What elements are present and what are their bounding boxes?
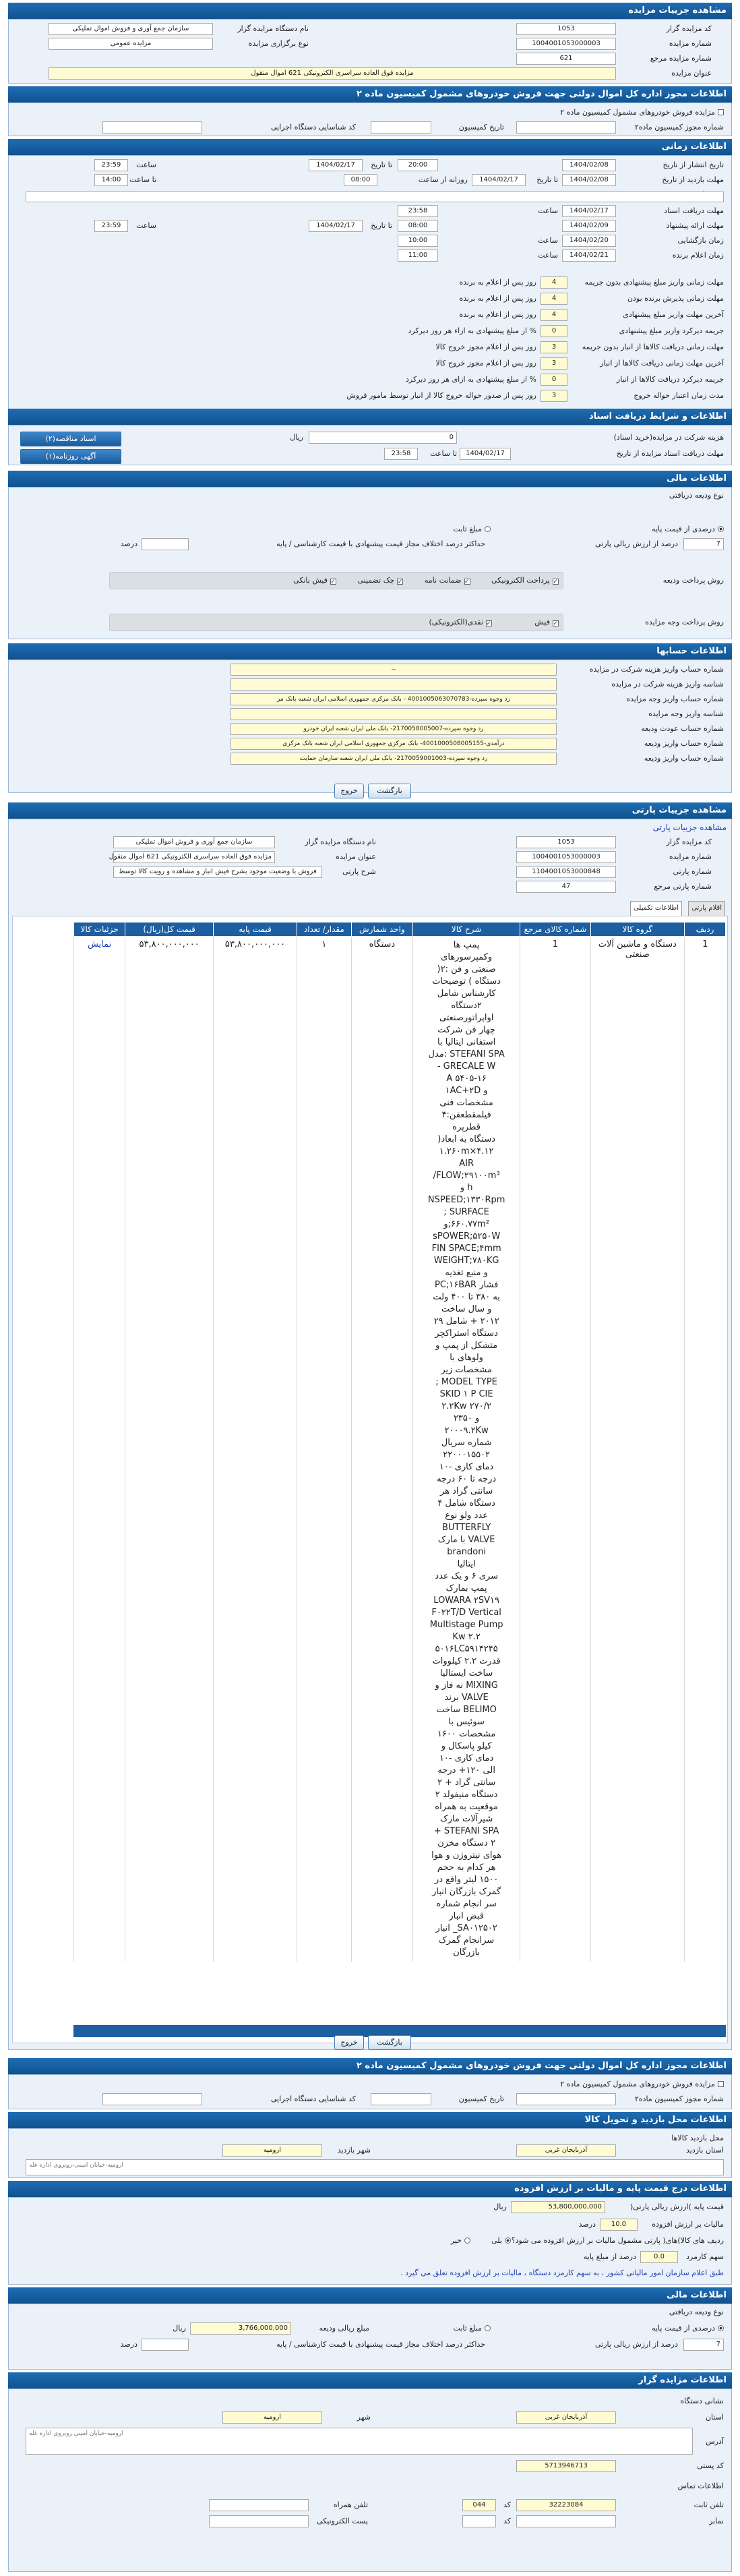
- checkbox-icon[interactable]: [330, 579, 336, 585]
- payment-method-options: [109, 614, 563, 631]
- label-max-difference-percent: درصد: [120, 539, 137, 548]
- label-executive-id: کد شناسایی دستگاه اجرایی: [270, 123, 356, 131]
- label-publish-time: ساعت: [136, 160, 156, 169]
- button-back[interactable]: بازگشت: [368, 784, 411, 798]
- deadline-unit: روز پس از اعلام به برنده: [459, 310, 536, 319]
- field-party-auction-number: 1004001053000003: [516, 851, 616, 863]
- label-deposit-type: نوع ودیعه دریافتی: [669, 491, 724, 500]
- field-vat: 10.0: [600, 2219, 638, 2231]
- label-offer-to: تا تاریخ: [371, 221, 392, 230]
- label-fee-currency: ریال: [290, 433, 303, 442]
- account-label: شماره حساب واریز هزینه شرکت در مزایده: [589, 665, 724, 674]
- account-label: شناسه واریز هزینه شرکت در مزایده: [611, 680, 724, 689]
- account-value: رد وجوه سپرده-4001005063070783 - بانک مرکزی جمهوری اسلامی ایران شعبه بانک مر: [230, 693, 557, 705]
- label-opening-time: زمان بازگشایی: [677, 236, 724, 245]
- field-publish-to-time: 23:59: [94, 159, 128, 171]
- account-label: شماره حساب عودت ودیعه: [641, 724, 724, 733]
- account-value: [230, 678, 557, 691]
- field-permit-number: [516, 121, 616, 134]
- checkbox-label: مزایده فروش خودروهای مشمول کمیسیون ماده ۲: [560, 2080, 715, 2088]
- label-max-difference-2: حداکثر درصد اختلاف مجاز قیمت پیشنهادی با قیمت کارشناسی / پایه: [276, 2340, 485, 2349]
- field-permit-number-2: [516, 2093, 616, 2105]
- field-commission-share: 0.0: [640, 2251, 678, 2263]
- deadline-unit: % از مبلغ پیشنهادی به ازای هر روز دیرکرد: [406, 375, 536, 384]
- field-party-number: 1104001053000848: [516, 866, 616, 878]
- label-deposit-currency: ریال: [173, 2324, 186, 2333]
- option-bank-slip[interactable]: [293, 576, 336, 585]
- label-commission-date-2: تاریخ کمیسیون: [458, 2095, 504, 2103]
- field-fax: [516, 2515, 616, 2527]
- label-address: آدرس: [706, 2437, 724, 2446]
- label-visit-province: استان بازدید: [686, 2146, 724, 2155]
- option-label: ضمانت نامه: [424, 576, 462, 585]
- account-label: شناسه واریز وجه مزایده: [648, 709, 724, 718]
- account-value: رد وجوه سپرده-2170059001003- بانک ملی ایران شعبه سازمان حمایت: [230, 753, 557, 765]
- option-label: چک تضمینی: [357, 576, 395, 585]
- label-visit-to: تا تاریخ: [536, 175, 558, 184]
- grid-header-cell[interactable]: گروه کالا: [590, 923, 684, 937]
- field-publish-from-time: 20:00: [398, 159, 438, 171]
- field-offer-from-time: 08:00: [398, 220, 438, 232]
- label-party-reference: شماره پارتی مرجع: [654, 882, 712, 891]
- option-guarantee[interactable]: [425, 576, 470, 585]
- deadline-label: جریمه دیرکرد دریافت کالاها از انبار: [616, 375, 724, 384]
- field-phone: 32223084: [516, 2499, 616, 2511]
- label-province: استان: [705, 2413, 724, 2422]
- radio-icon[interactable]: [485, 2325, 491, 2331]
- cell-index: 1: [685, 937, 726, 1962]
- label-contact-info: اطلاعات تماس: [677, 2482, 724, 2490]
- radio-vat-no[interactable]: [451, 2235, 470, 2247]
- items-grid-container: [12, 916, 728, 2043]
- field-party-auctioneer-code: 1053: [516, 836, 616, 848]
- label-party-subject: عنوان مزایده: [336, 852, 376, 861]
- section-title-auctioneer-info: اطلاعات مزایده گزار: [8, 2372, 732, 2389]
- deadline-value: 4: [541, 276, 567, 289]
- field-publish-from-date: 1404/02/08: [562, 159, 616, 171]
- label-auction-type: نوع برگزاری مزایده: [248, 39, 309, 48]
- radio-fixed-amount[interactable]: [454, 523, 491, 535]
- field-offer-to-date: 1404/02/17: [309, 220, 363, 232]
- field-mobile: [209, 2499, 309, 2511]
- label-permit-number-2: شماره مجوز کمیسیون ماده۲: [634, 2095, 724, 2103]
- label-email: پست الکترونیکی: [317, 2517, 368, 2525]
- field-publish-to-date: 1404/02/17: [309, 159, 363, 171]
- field-auctioneer-code: 1053: [516, 23, 616, 35]
- deadline-unit: روز پس از صدور حواله خروج کالا از انبار توسط مامور فروش: [346, 391, 536, 400]
- label-deposit-amount: مبلغ ریالی ودیعه: [319, 2324, 369, 2333]
- radio-percent-of-base[interactable]: [652, 523, 724, 535]
- option-certified-check[interactable]: [357, 576, 403, 585]
- field-winner-date: 1404/02/21: [562, 250, 616, 262]
- field-visit-address: ارومیه-خیابان امینی-روبروی اداره غله: [26, 2159, 724, 2175]
- label-doc-until: تا ساعت: [430, 449, 457, 458]
- field-auction-type: مزایده عمومی: [49, 38, 213, 50]
- option-slip[interactable]: [534, 618, 559, 626]
- checkbox-icon[interactable]: [397, 579, 403, 585]
- radio-vat-yes[interactable]: [491, 2235, 511, 2247]
- section-title-timing: اطلاعات زمانی: [8, 139, 732, 155]
- label-commission-date: تاریخ کمیسیون: [458, 123, 504, 131]
- label-opening-hour: ساعت: [538, 236, 558, 245]
- label-winner-hour: ساعت: [538, 251, 558, 260]
- field-visit-province: آذربایجان غربی: [516, 2144, 616, 2157]
- account-value: درآمدی-4001000508005155- بانک مرکزی جمهوری اسلامی ایران شعبه بانک مرکزی: [230, 738, 557, 750]
- radio-label: درصدی از قیمت پایه: [652, 525, 715, 533]
- items-table: [73, 922, 726, 1962]
- deadline-unit: روز پس از اعلام به برنده: [459, 294, 536, 303]
- section-title-visit-location: اطلاعات محل بازدید و تحویل کالا: [8, 2112, 732, 2128]
- field-visit-from-time: 08:00: [344, 174, 377, 186]
- checkbox-icon[interactable]: [718, 109, 724, 115]
- field-opening-date: 1404/02/20: [562, 235, 616, 247]
- checkbox-icon[interactable]: [486, 620, 492, 626]
- field-party-reference: 47: [516, 881, 616, 893]
- radio-icon[interactable]: [718, 2325, 724, 2331]
- radio-label: خیر: [450, 2236, 462, 2245]
- field-postal-code: 5713946713: [516, 2460, 616, 2472]
- field-visit-city: ارومیه: [222, 2144, 322, 2157]
- field-deposit-percent: 7: [683, 538, 724, 550]
- grid-header-cell[interactable]: جزئیات کالا: [74, 923, 125, 937]
- field-commission-date-2: [371, 2093, 431, 2105]
- label-party-description: شرح پارتی: [342, 867, 376, 876]
- label-deposit-percent: درصد از ارزش ریالی پارتی: [595, 539, 678, 548]
- label-doc-time: ساعت: [538, 206, 558, 215]
- option-label: فیش بانکی: [293, 576, 328, 585]
- label-max-difference-percent-2: درصد: [120, 2340, 137, 2349]
- label-deposit-method: روش پرداخت ودیعه: [662, 576, 724, 585]
- grid-header-row: [74, 923, 726, 937]
- label-phone: تلفن ثابت: [693, 2500, 724, 2509]
- field-offer-from-date: 1404/02/09: [562, 220, 616, 232]
- field-auction-subject: مزایده فوق العاده سراسری الکترونیکی 621 اموال منقول: [49, 67, 616, 80]
- deadline-unit: % از مبلغ پیشنهادی به ازاء هر روز دیرکرد: [408, 326, 536, 335]
- label-party-number: شماره پارتی: [673, 867, 712, 876]
- account-label: شماره حساب واریز ودیعه: [644, 754, 724, 763]
- radio-label: مبلغ ثابت: [453, 525, 482, 533]
- account-value: [230, 708, 557, 720]
- section-title-permit: اطلاعات مجوز اداره کل اموال دولتی جهت فروش خودروهای مشمول کمیسیون ماده ۲: [8, 86, 732, 103]
- section-title-accounts: اطلاعات حسابها: [8, 643, 732, 660]
- grid-header-cell[interactable]: شرح کالا: [413, 923, 520, 937]
- label-visit-from: مهلت بازدید از تاریخ: [662, 175, 724, 184]
- checkbox-label: مزایده فروش خودروهای مشمول کمیسیون ماده ۲: [560, 108, 715, 117]
- radio-fixed-amount-2[interactable]: [454, 2322, 491, 2335]
- label-payment-method: روش پرداخت وجه مزایده: [645, 618, 724, 626]
- section-title-party-details: مشاهده جزییات پارتی: [8, 802, 732, 819]
- radio-label: درصدی از قیمت پایه: [652, 2324, 715, 2333]
- field-province: آذربایجان غربی: [516, 2411, 616, 2424]
- tab-party-items[interactable]: اقلام پارتی: [688, 901, 725, 916]
- label-org-address: نشانی دستگاه: [680, 2397, 724, 2405]
- label-offer-time: ساعت: [136, 221, 156, 230]
- cell-group: دستگاه و ماشین آلات صنعتی: [590, 937, 684, 1962]
- label-publish-from: تاریخ انتشار از تاریخ: [662, 160, 724, 169]
- label-fax: نمابر: [709, 2517, 724, 2525]
- label-publish-to: تا تاریخ: [371, 160, 392, 169]
- field-party-subject: مزایده فوق العاده سراسری الکترونیکی 621 اموال منقول: [113, 851, 275, 863]
- section-title-doc-conditions: اطلاعات و شرایط دریافت اسناد: [8, 409, 732, 425]
- grid-header-cell[interactable]: ردیف: [685, 923, 726, 937]
- cell-total-price: ۵۳,۸۰۰,۰۰۰,۰۰۰: [125, 937, 214, 1962]
- financial-panel-2: [8, 2304, 732, 2370]
- label-deposit-percent-2: درصد از ارزش ریالی پارتی: [595, 2340, 678, 2349]
- deadline-value: 3: [541, 341, 567, 353]
- field-doc-deadline-date: 1404/02/17: [562, 205, 616, 217]
- cell-description: پمپ ها وکمپرسورهای صنعتی و فن :۲( دستگاه ) توضیحات کارشناس شامل ۲دستگاه اواپراتورصنعتی چهار فن شرکت استفانی ایتالیا با STEFANI SPA :مدل GRECALE W - ۵۴۰۵-۱۶ A و ۱AC+۲D مشخصات فنی فیلمقطعفن:۴ قطرپره دستگاه به ابعاد( ۴.۱۲×۱.۲۶۰m AIR FLOW;۲۹۱۰۰m³/ h و NSPEED;۱۳۳۰Rpm SURFACE ; ۶۶۰.۷۷m²;و sPOWER;۵۲۵۰W FIN SPACE;۴mm WEIGHT;۷۸۰KG و منبع تغذیه فشار PC;۱۶BAR به ۳۸۰ تا ۴۰۰ ولت و سال ساخت ۲۰۱۲ + شامل ۲۹ دستگاه استراکچر متشکل از پمپ و ولوهای با مشخصات زیر MODEL TYPE ; SKID ۱ P CIE ۲۷۰/۲ ۲.۲Kw و ۲۳۵۰ ۲۰۰۰۹.۲Kw شماره سریال ۲۲۰۰۰۱۵۵۰۲ دمای کاری -۱۰ درجه تا ۶۰ درجه سانتی گراد هر دستگاه شامل ۴ عدد ولو نوع BUTTERFLY VALVE با مارک brandoni ایتالیا سری ۶ و یک عدد پمپ بمارک LOWARA ۲SV۱۹ F۰۲۲T/D Vertical Multistage Pump ۲.۲ Kw ۵۰۱۶LC۵۹۱۴۲۴۵ قدرت ۲.۲ کیلووات ساخت ایستالیا MIXING نه فاز و VALVE برند BELIMO ساخت سوئیس با مشخصات ۱۶۰۰ کیلو پاسکال و دمای کاری -۱۰ الی ۱۲۰+ درجه سانتی گراد + ۲ دستگاه منیفولد ۲ موقعیت به همراه شیرآلات مارک STEFANI SPA + ۲ دستگاه مخزن هوای نیتروژن و هوا هر کدام به حجم ۱۵۰۰ لیتر واقع در گمرک بازرگان انبار سر انجام شماره قبض انبار SA۰۱۲۵۰۲_ انبار سرانجام گمرک بازرگان: [413, 937, 520, 1962]
- button-exit[interactable]: خروج: [334, 784, 364, 798]
- field-fax-code: [462, 2515, 496, 2527]
- label-fax-code: کد: [503, 2517, 511, 2525]
- deadline-value: 3: [541, 357, 567, 370]
- section-title-permit-2: اطلاعات مجوز اداره کل اموال دولتی جهت فروش خودروهای مشمول کمیسیون ماده ۲: [8, 2058, 732, 2074]
- radio-icon[interactable]: [464, 2237, 470, 2244]
- label-postal-code: کد پستی: [697, 2461, 724, 2470]
- label-party-auctioneer-name: نام دستگاه مزایده گزار: [305, 838, 376, 846]
- field-opening-hour: 10:00: [398, 235, 438, 247]
- radio-icon[interactable]: [718, 526, 724, 532]
- account-value: --: [230, 664, 557, 676]
- label-doc-period: مهلت دریافت اسناد مزایده از تاریخ: [616, 449, 724, 458]
- deadline-value: 0: [541, 374, 567, 386]
- radio-label: بلی: [491, 2236, 502, 2245]
- section-title-price-vat: اطلاعات درج قیمت پایه و مالیات بر ارزش افزوده: [8, 2181, 732, 2197]
- grid-header-cell[interactable]: واحد شمارش: [351, 923, 412, 937]
- field-description: [26, 192, 724, 202]
- grid-header-cell[interactable]: قیمت کل(ریال): [125, 923, 214, 937]
- deadline-label: مدت زمان اعتبار حواله خروج: [634, 391, 724, 400]
- section-title-auction-details: مشاهده جزییات مزایده: [8, 3, 732, 19]
- button-tender-docs[interactable]: اسناد مناقصه(۲): [20, 432, 121, 446]
- deadline-label: مهلت زمانی دریافت کالاها از انبار بدون جریمه: [582, 343, 724, 351]
- vat-note: طبق اعلام سازمان امور مالیاتی کشور ، به سهم کارمزد دستگاه ، مالیات بر ارزش افزوده تعلق می گیرد .: [400, 2268, 724, 2277]
- deadline-label: جریمه دیرکرد واریز مبلغ پیشنهادی: [619, 326, 724, 335]
- grid-header-cell[interactable]: مقدار/ تعداد: [297, 923, 352, 937]
- deadline-value: 0: [541, 325, 567, 337]
- option-label: نقدی(الکترونیکی): [429, 618, 483, 626]
- option-label: فیش: [534, 618, 550, 626]
- label-winner-time: زمان اعلام برنده: [672, 251, 724, 260]
- cell-detail-link[interactable]: نمایش: [74, 937, 125, 1962]
- field-party-auctioneer-name: سازمان جمع آوری و فروش اموال تمليکی: [113, 836, 275, 848]
- deadline-label: مهلت زمانی واریز مبلغ پیشنهادی بدون جریمه: [584, 278, 724, 287]
- label-base-price: قیمت پایه )ارزش ریالی پارتی(: [630, 2202, 724, 2211]
- label-price-currency: ریال: [493, 2202, 507, 2211]
- deadline-unit: روز پس از اعلام مجوز خروج کالا: [435, 359, 536, 368]
- field-commission-date: [371, 121, 431, 134]
- field-base-price: 53,800,000,000: [511, 2201, 605, 2213]
- label-area-code: کد: [503, 2500, 511, 2509]
- label-mobile: تلفن همراه: [333, 2500, 368, 2509]
- checkbox-icon[interactable]: [718, 2081, 724, 2087]
- label-participation-fee: هزینه شرکت در مزایده(خرید اسناد): [613, 433, 724, 442]
- checkbox-icon[interactable]: [553, 579, 559, 585]
- deadline-value: 4: [541, 293, 567, 305]
- radio-icon[interactable]: [505, 2237, 511, 2244]
- field-visit-from-date: 1404/02/08: [562, 174, 616, 186]
- label-reference-number: شماره مزایده مرجع: [650, 54, 712, 63]
- section-title-financial: اطلاعات مالی: [8, 471, 732, 487]
- field-participation-fee: 0: [309, 432, 457, 444]
- account-label: شماره حساب واریز ودیعه: [644, 739, 724, 748]
- checkbox-article2-auction[interactable]: [560, 107, 724, 119]
- field-area-code: 044: [462, 2499, 496, 2511]
- radio-icon[interactable]: [485, 526, 491, 532]
- field-executive-id-2: [102, 2093, 202, 2105]
- deadline-unit: روز پس از اعلام مجوز خروج کالا: [435, 343, 536, 351]
- field-max-difference-2: [142, 2339, 189, 2351]
- label-doc-deadline: مهلت دریافت اسناد: [664, 206, 724, 215]
- account-value: رد وجوه سپرده-2170058005007- بانک ملی ایران شعبه ایران خودرو: [230, 723, 557, 735]
- radio-label: مبلغ ثابت: [453, 2324, 482, 2333]
- grid-header-cell[interactable]: شماره کالای مرجع: [520, 923, 591, 937]
- field-doc-period-time: 23:58: [384, 448, 418, 460]
- table-row[interactable]: [74, 937, 726, 1962]
- label-vat: مالیات بر ارزش افزوده: [652, 2220, 724, 2229]
- label-party-auction-number: شماره مزایده: [669, 852, 712, 861]
- label-city: شهر: [357, 2413, 371, 2422]
- subtitle-party-details: مشاهده جزییات پارتی: [652, 823, 727, 832]
- label-commission-share: سهم کارمزد: [686, 2252, 724, 2261]
- button-newspaper-ad[interactable]: آگهی روزنامه(۱): [20, 449, 121, 464]
- field-deposit-amount: 3,766,000,000: [190, 2322, 291, 2335]
- option-label: پرداخت الکترونیکی: [491, 576, 550, 585]
- field-winner-hour: 11:00: [398, 250, 438, 262]
- button-back-2[interactable]: بازگشت: [368, 2035, 411, 2050]
- deadline-label: مهلت زمانی پذیرش برنده بودن: [627, 294, 724, 303]
- field-city: ارومیه: [222, 2411, 322, 2424]
- cell-ref: 1: [520, 937, 591, 1962]
- deposit-method-options: [109, 572, 563, 589]
- field-doc-deadline-time: 23:58: [398, 205, 438, 217]
- field-reference-number: 621: [516, 53, 616, 65]
- label-visit-until: تا ساعت: [129, 175, 156, 184]
- label-executive-id-2: کد شناسایی دستگاه اجرایی: [270, 2095, 356, 2103]
- deadline-label: آخرین مهلت زمانی دریافت کالاها از انبار: [600, 359, 724, 368]
- deadline-unit: روز پس از اعلام به برنده: [459, 278, 536, 287]
- field-auction-number: 1004001053000003: [516, 38, 616, 50]
- grid-header-cell[interactable]: قیمت پایه: [213, 923, 297, 937]
- label-auctioneer-code: کد مزایده گزار: [666, 24, 712, 33]
- deadline-value: 4: [541, 309, 567, 321]
- cell-unit: دستگاه: [351, 937, 412, 1962]
- label-visit-daily: روزانه از ساعت: [418, 175, 468, 184]
- label-commission-share-percent: درصد از مبلغ پایه: [583, 2252, 636, 2261]
- cell-base-price: ۵۳,۸۰۰,۰۰۰,۰۰۰: [213, 937, 297, 1962]
- field-deposit-percent-2: 7: [683, 2339, 724, 2351]
- checkbox-icon[interactable]: [553, 620, 559, 626]
- deadline-value: 3: [541, 390, 567, 402]
- option-electronic-payment[interactable]: [491, 576, 559, 585]
- tab-extra-info[interactable]: اطلاعات تکمیلی: [630, 901, 682, 916]
- label-auction-number: شماره مزایده: [669, 39, 712, 48]
- field-max-difference: [142, 538, 189, 550]
- label-visit-city: شهر بازدید: [337, 2146, 371, 2155]
- account-label: شماره حساب واریز وجه مزایده: [626, 695, 724, 703]
- label-party-auctioneer-code: کد مزایده گزار: [666, 838, 712, 846]
- field-visit-to-time: 14:00: [94, 174, 128, 186]
- field-auctioneer-name: سازمان جمع آوری و فروش اموال تمليکی: [49, 23, 213, 35]
- checkbox-article2-auction-2[interactable]: [560, 2078, 724, 2090]
- option-cash-electronic[interactable]: [429, 618, 491, 626]
- button-exit-2[interactable]: خروج: [334, 2035, 364, 2050]
- section-title-financial-2: اطلاعات مالی: [8, 2287, 732, 2304]
- label-deposit-type-2: نوع ودیعه دریافتی: [669, 2308, 724, 2316]
- field-party-description: فروش با وضعیت موجود بشرح فیش انبار و مشاهده و رویت کالا توسط: [113, 866, 322, 878]
- label-vat-question: ردیف های کالا)های( پارتی مشمول مالیات بر ارزش افزوده می شود؟: [511, 2236, 724, 2245]
- checkbox-icon[interactable]: [464, 579, 470, 585]
- deadline-label: آخرین مهلت واریز مبلغ پیشنهادی: [623, 310, 724, 319]
- field-doc-period-date: 1404/02/17: [460, 448, 511, 460]
- label-auctioneer-name: نام دستگاه مزایده گزار: [237, 24, 309, 33]
- field-executive-id: [102, 121, 202, 134]
- field-visit-to-date: 1404/02/17: [472, 174, 526, 186]
- field-address: ارومیه-خیابان امینی روبروی اداره غله: [26, 2428, 693, 2455]
- radio-percent-of-base-2[interactable]: [652, 2322, 724, 2335]
- label-permit-number: شماره مجوز کمیسیون ماده۲: [634, 123, 724, 131]
- label-offer-deadline: مهلت ارائه پیشنهاد: [666, 221, 724, 230]
- cell-quantity: ۱: [297, 937, 352, 1962]
- label-auction-subject: عنوان مزایده: [671, 69, 712, 78]
- label-vat-percent: درصد: [578, 2220, 596, 2229]
- field-email: [209, 2515, 309, 2527]
- label-max-difference: حداکثر درصد اختلاف مجاز قیمت پیشنهادی با قیمت کارشناسی / پایه: [276, 539, 485, 548]
- field-offer-to-time: 23:59: [94, 220, 128, 232]
- label-visit-location: محل بازدید کالاها: [671, 2134, 724, 2142]
